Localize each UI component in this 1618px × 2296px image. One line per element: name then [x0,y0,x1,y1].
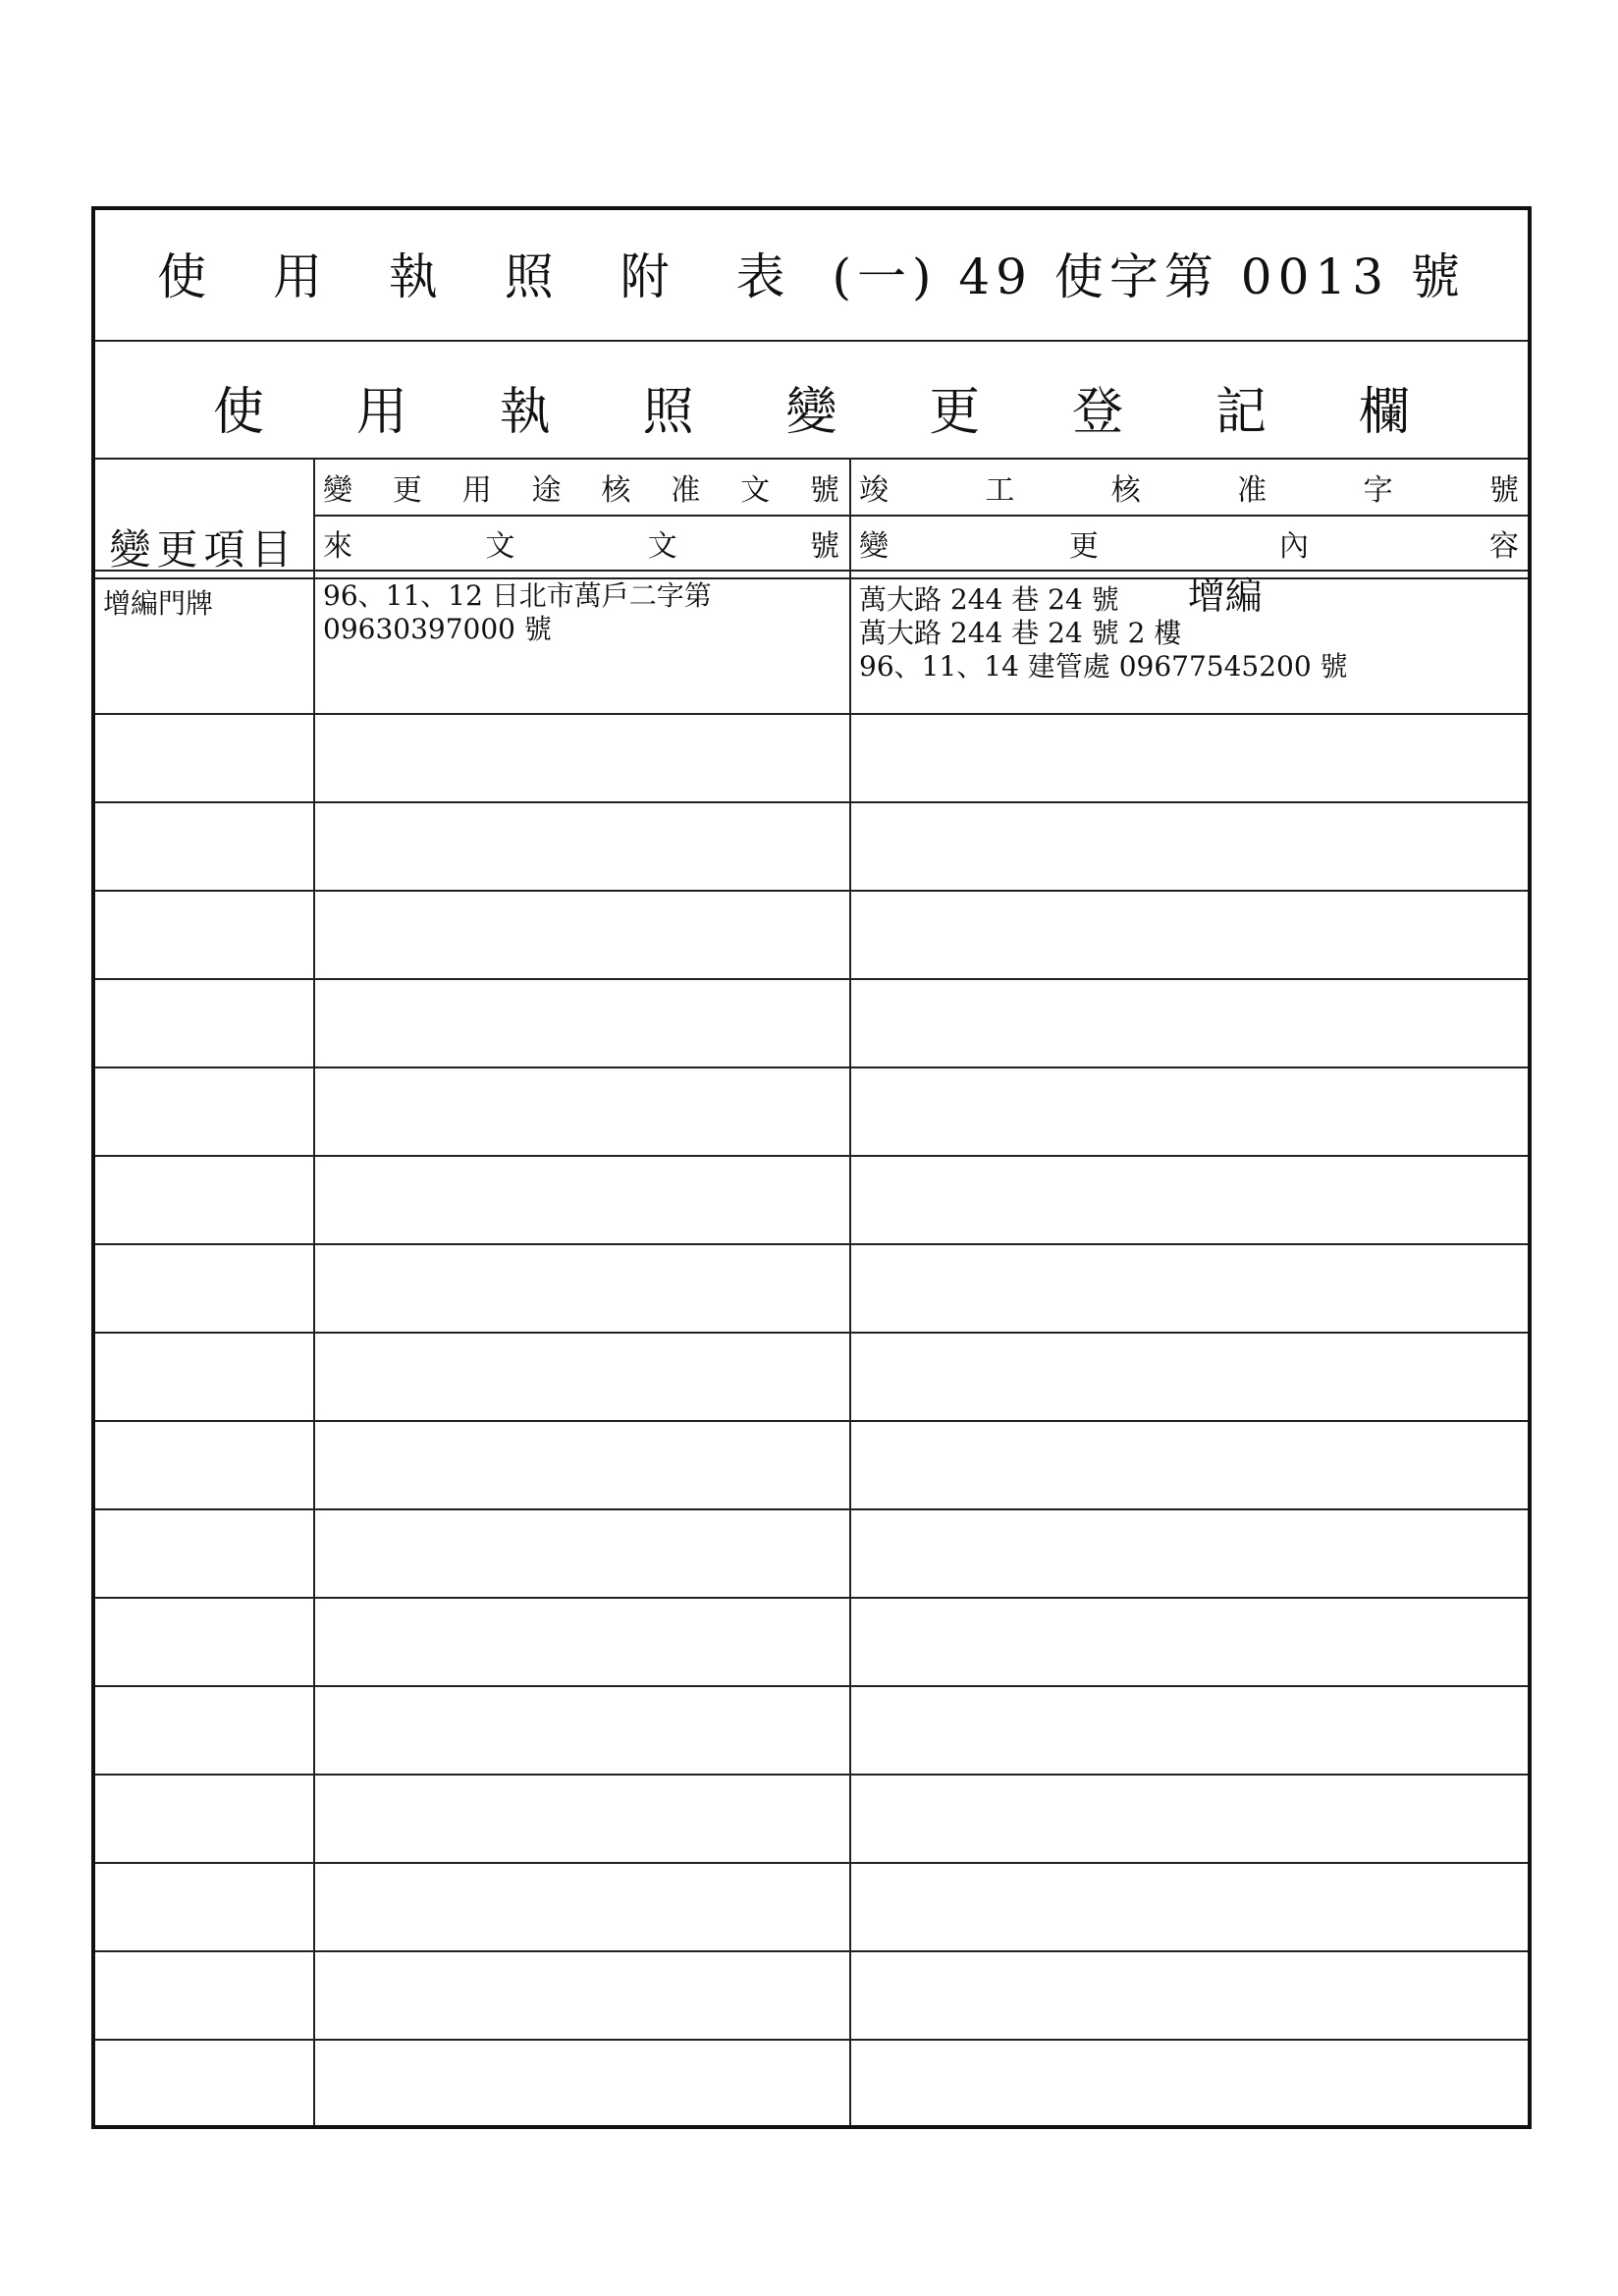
header-char: 變 [859,529,889,564]
title-suffix: (一) 49 使字第 0013 號 [832,248,1466,305]
entry-content-line: 萬大路 244 巷 24 號 2 樓 [859,617,1182,649]
header-char: 用 [461,473,492,508]
title-prefix: 使 用 執 照 附 表 [157,248,811,305]
entry-reference-line: 96、11、12 日北市萬戶二字第 [323,579,712,612]
change-registration-banner [213,367,1410,446]
header-char: 字 [1363,473,1393,508]
row-line [95,1685,1528,1687]
banner-char: 照 [642,382,694,442]
banner-char: 用 [355,382,407,442]
row-line [95,1774,1528,1776]
row-line [95,978,1528,980]
header-char: 核 [1110,473,1141,508]
row-line [95,890,1528,892]
row-line [95,713,1528,715]
header-char: 途 [531,473,562,508]
row-line [95,1950,1528,1952]
header-char: 更 [1069,529,1099,564]
divider [95,340,1528,342]
header-char: 文 [485,529,515,564]
header-change-use-approval [323,460,839,515]
header-incoming-doc-no [323,517,839,570]
header-char: 竣 [859,473,889,508]
column-divider [313,458,315,2125]
header-char: 容 [1489,529,1519,564]
banner-char: 記 [1215,382,1267,442]
entry-reference-line: 09630397000 號 [323,613,552,645]
row-line [95,1862,1528,1864]
content-address: 萬大路 244 巷 24 號 [859,583,1119,616]
banner-char: 使 [213,382,265,442]
content-note: 增編 [1187,574,1263,618]
header-char: 文 [740,473,771,508]
form-title [95,238,1528,308]
row-header-change-item: 變更項目 [109,524,298,574]
header-char: 更 [392,473,422,508]
banner-char: 登 [1072,382,1124,442]
header-char: 內 [1279,529,1309,564]
row-line [95,1420,1528,1422]
row-line [95,1243,1528,1245]
header-char: 准 [1237,473,1267,508]
row-line [95,1597,1528,1599]
row-line [95,1066,1528,1068]
header-char: 工 [985,473,1015,508]
header-char: 變 [323,473,352,508]
header-completion-approval [859,460,1519,515]
banner-char: 變 [785,382,837,442]
usage-permit-form [91,206,1532,2129]
header-char: 核 [601,473,631,508]
row-line [95,1155,1528,1157]
banner-char: 更 [929,382,981,442]
divider [95,570,1528,572]
entry-content-line: 96、11、14 建管處 09677545200 號 [859,650,1348,683]
row-line [95,1332,1528,1334]
entry-content-line [859,574,1348,618]
header-char: 號 [1488,473,1519,508]
entry-reference [323,579,712,646]
column-divider [849,458,851,2125]
entry-content [859,574,1348,683]
banner-char: 執 [499,382,551,442]
header-char: 文 [647,529,677,564]
row-line [95,2039,1528,2041]
header-char: 號 [809,473,839,508]
banner-char: 欄 [1358,382,1410,442]
row-line [95,801,1528,803]
header-char: 號 [809,529,839,564]
entry-item: 增編門牌 [103,587,214,620]
header-char: 准 [671,473,701,508]
header-change-content [859,517,1519,570]
header-char: 來 [323,529,352,564]
row-line [95,1508,1528,1510]
